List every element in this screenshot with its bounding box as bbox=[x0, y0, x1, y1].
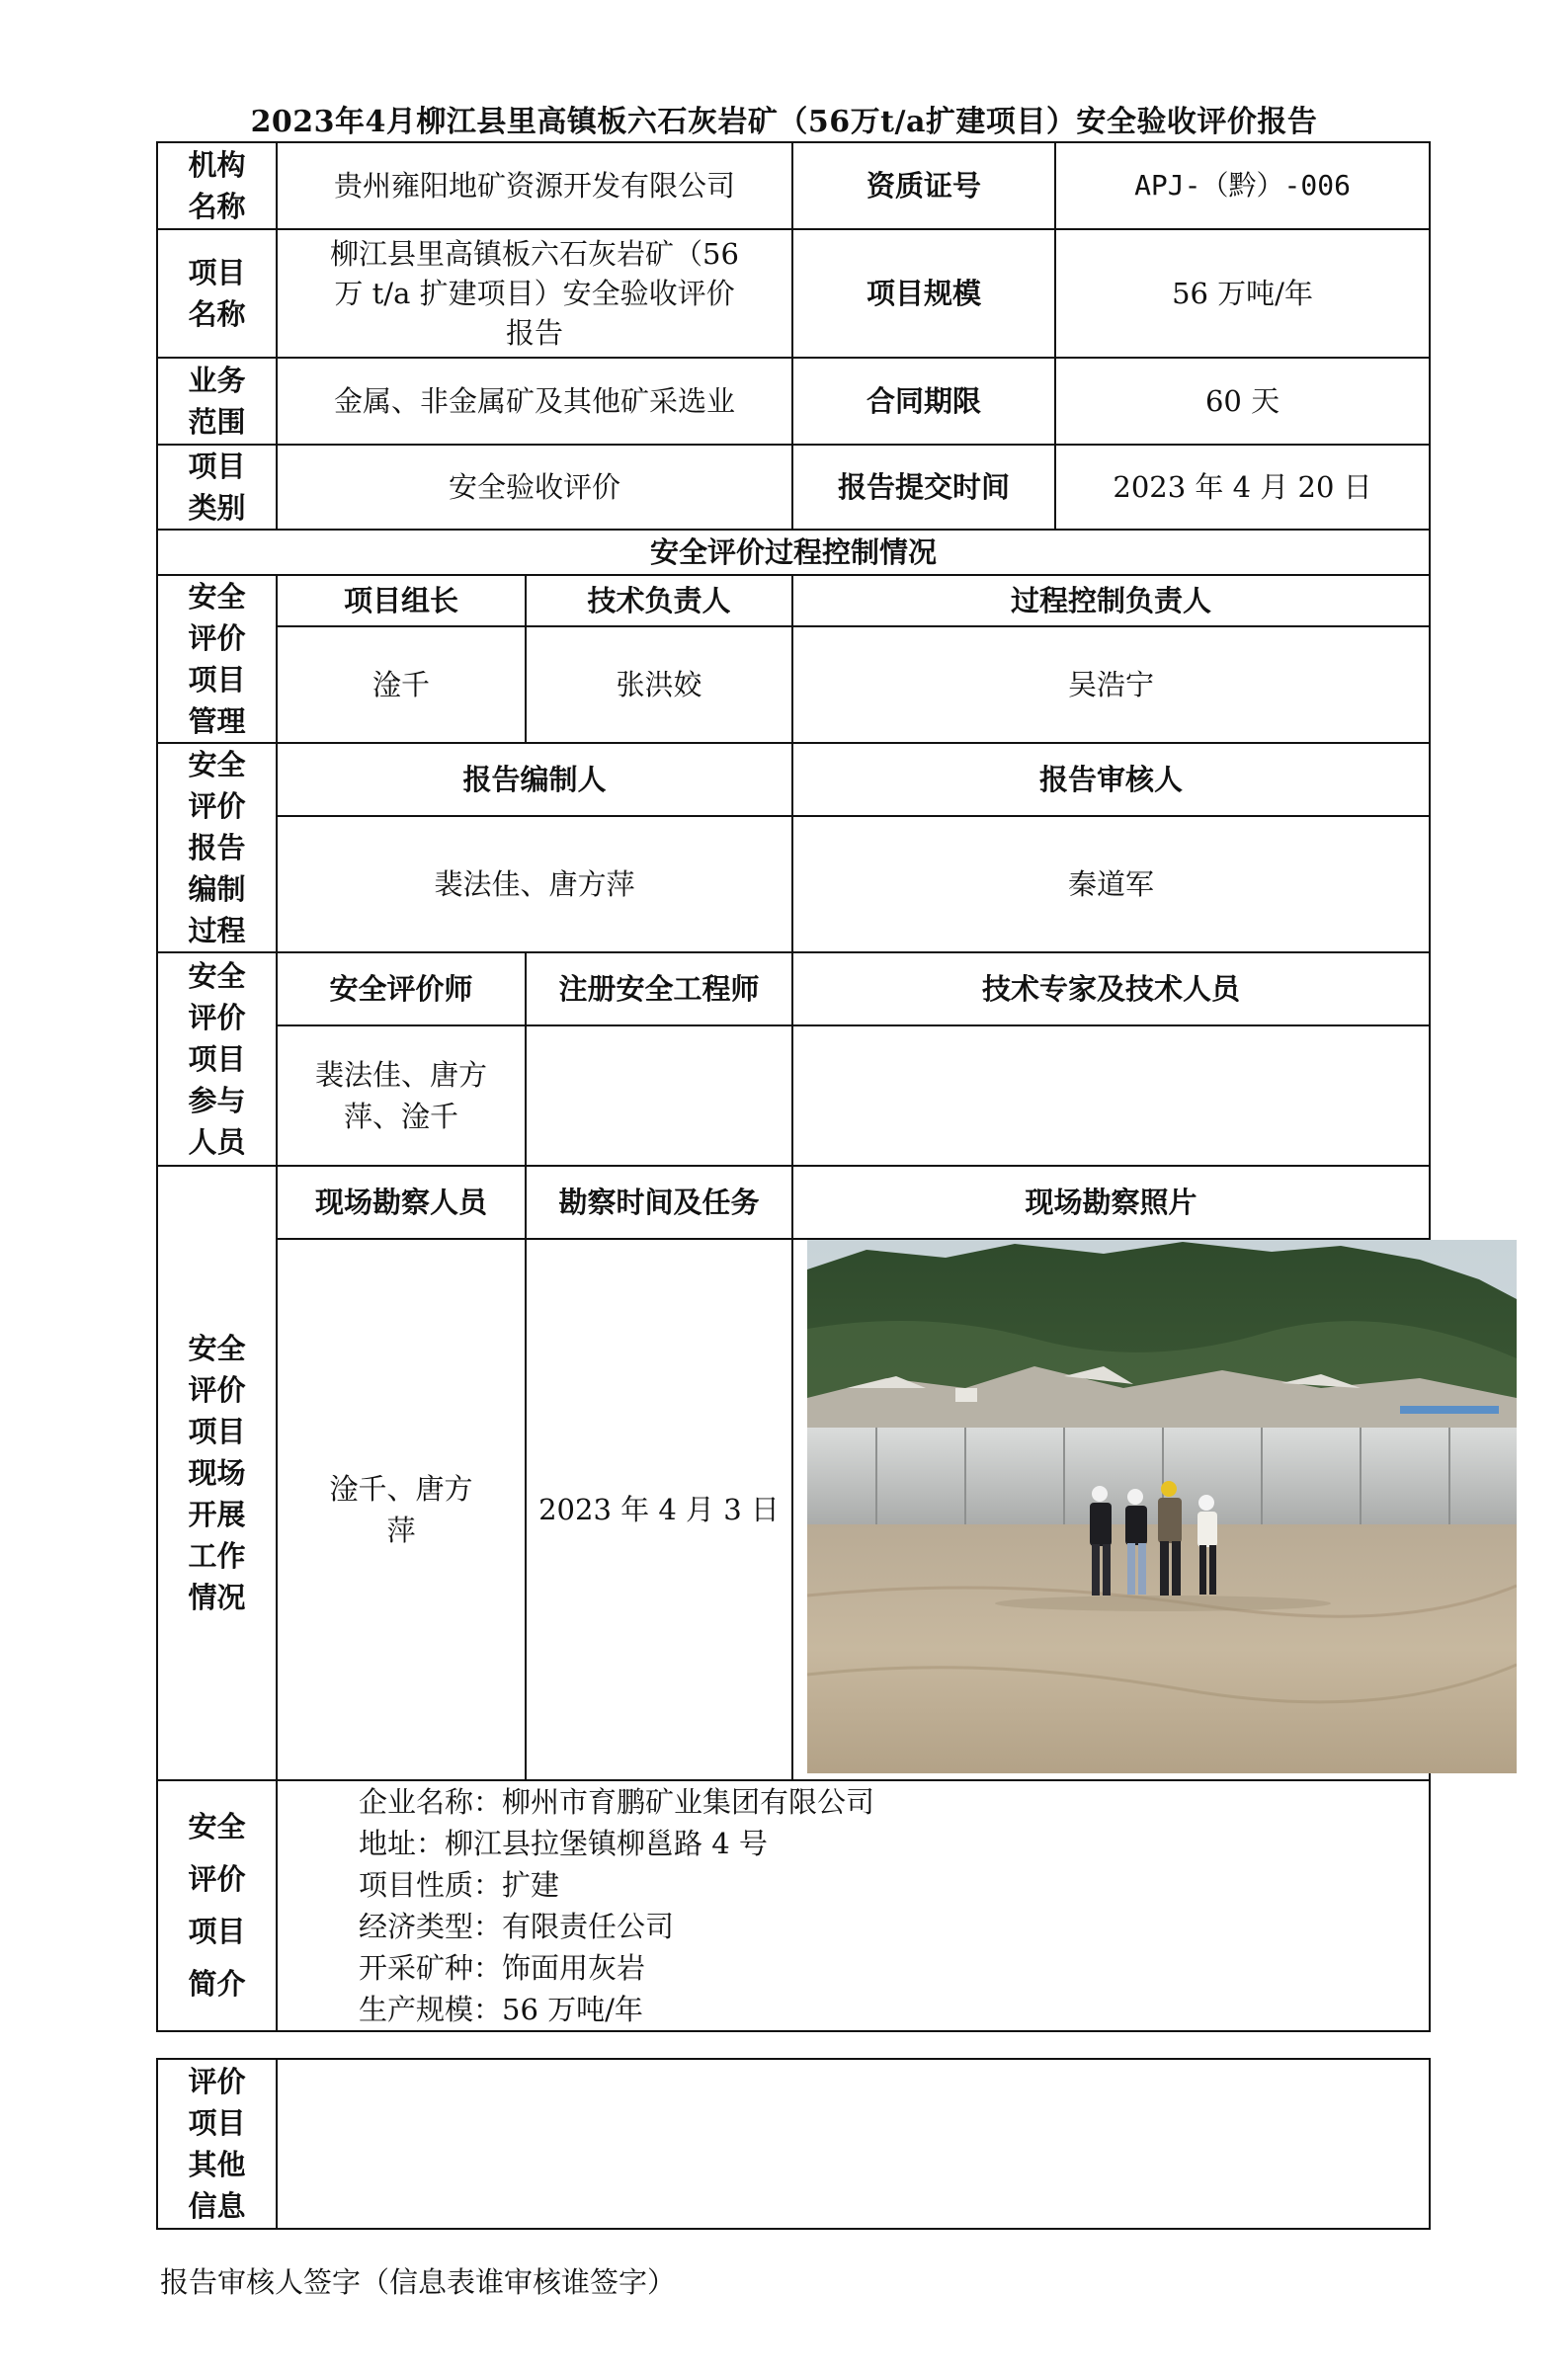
category-value: 安全验收评价 bbox=[277, 445, 792, 530]
participants-label: 安全 评价 项目 参与 人员 bbox=[157, 952, 277, 1166]
intro-mineral: 开采矿种：饰面用灰岩 bbox=[359, 1951, 646, 1985]
reviewer-header: 报告审核人 bbox=[792, 743, 1430, 816]
survey-photo-cell bbox=[792, 1239, 1430, 1780]
other-value bbox=[277, 2059, 1430, 2229]
compiler-value: 裴法佳、唐方萍 bbox=[277, 816, 792, 952]
tech-lead-header: 技术负责人 bbox=[526, 575, 792, 626]
row-category bbox=[157, 445, 1430, 530]
scale-value: 56 万吨/年 bbox=[1055, 229, 1430, 358]
evaluator-header: 安全评价师 bbox=[277, 952, 526, 1025]
intro-address: 地址：柳江县拉堡镇柳邕路 4 号 bbox=[359, 1827, 768, 1860]
intro-economic-type: 经济类型：有限责任公司 bbox=[359, 1910, 675, 1943]
compiler-header: 报告编制人 bbox=[277, 743, 792, 816]
evaluation-info-table bbox=[156, 141, 1431, 2032]
row-participants-header bbox=[157, 952, 1430, 1025]
management-label: 安全 评价 项目 管理 bbox=[157, 575, 277, 743]
row-process-header bbox=[157, 530, 1430, 575]
surveyors-header: 现场勘察人员 bbox=[277, 1166, 526, 1239]
row-intro bbox=[157, 1780, 1430, 2031]
row-compile-header bbox=[157, 743, 1430, 816]
row-scope bbox=[157, 358, 1430, 445]
evaluator-value: 裴法佳、唐方 萍、淦千 bbox=[277, 1025, 526, 1166]
row-site-values bbox=[157, 1239, 1430, 1780]
row-org bbox=[157, 142, 1430, 229]
submit-label: 报告提交时间 bbox=[792, 445, 1055, 530]
experts-header: 技术专家及技术人员 bbox=[792, 952, 1430, 1025]
safety-engineer-header: 注册安全工程师 bbox=[526, 952, 792, 1025]
leader-header: 项目组长 bbox=[277, 575, 526, 626]
row-management-values bbox=[157, 626, 1430, 743]
survey-time-value: 2023 年 4 月 3 日 bbox=[526, 1239, 792, 1780]
project-value: 柳江县里高镇板六石灰岩矿（56 万 t/a 扩建项目）安全验收评价 报告 bbox=[277, 229, 792, 358]
site-label: 安全 评价 项目 现场 开展 工作 情况 bbox=[157, 1166, 277, 1780]
survey-time-header: 勘察时间及任务 bbox=[526, 1166, 792, 1239]
scope-value: 金属、非金属矿及其他矿采选业 bbox=[277, 358, 792, 445]
quarry-photo-illustration bbox=[807, 1240, 1517, 1773]
process-control-value: 吴浩宁 bbox=[792, 626, 1430, 743]
safety-engineer-value bbox=[526, 1025, 792, 1166]
contract-label: 合同期限 bbox=[792, 358, 1055, 445]
tech-lead-value: 张洪姣 bbox=[526, 626, 792, 743]
row-participants-values bbox=[157, 1025, 1430, 1166]
contract-value: 60 天 bbox=[1055, 358, 1430, 445]
scale-label: 项目规模 bbox=[792, 229, 1055, 358]
compile-label: 安全 评价 报告 编制 过程 bbox=[157, 743, 277, 952]
category-label: 项目 类别 bbox=[157, 445, 277, 530]
intro-label: 安全 评价 项目 简介 bbox=[157, 1780, 277, 2031]
submit-value: 2023 年 4 月 20 日 bbox=[1055, 445, 1430, 530]
scope-label: 业务 范围 bbox=[157, 358, 277, 445]
other-info-table bbox=[156, 2058, 1431, 2230]
document-title: 2023年4月柳江县里高镇板六石灰岩矿（56万t/a扩建项目）安全验收评价报告 bbox=[250, 105, 1318, 139]
intro-scale: 生产规模：56 万吨/年 bbox=[359, 1993, 643, 2026]
row-site-header bbox=[157, 1166, 1430, 1239]
process-header: 安全评价过程控制情况 bbox=[157, 530, 1430, 575]
leader-value: 淦千 bbox=[277, 626, 526, 743]
intro-company: 企业名称：柳州市育鹏矿业集团有限公司 bbox=[359, 1785, 875, 1819]
project-label: 项目 名称 bbox=[157, 229, 277, 358]
cert-label: 资质证号 bbox=[792, 142, 1055, 229]
process-control-header: 过程控制负责人 bbox=[792, 575, 1430, 626]
org-label: 机构 名称 bbox=[157, 142, 277, 229]
row-project bbox=[157, 229, 1430, 358]
reviewer-signature-note: 报告审核人签字（信息表谁审核谁签字） bbox=[160, 2265, 677, 2299]
row-compile-values bbox=[157, 816, 1430, 952]
other-label: 评价 项目 其他 信息 bbox=[157, 2059, 277, 2229]
site-survey-photo bbox=[807, 1240, 1517, 1773]
org-value: 贵州雍阳地矿资源开发有限公司 bbox=[277, 142, 792, 229]
reviewer-value: 秦道军 bbox=[792, 816, 1430, 952]
survey-photo-header: 现场勘察照片 bbox=[792, 1166, 1430, 1239]
experts-value bbox=[792, 1025, 1430, 1166]
row-other bbox=[157, 2059, 1430, 2229]
intro-content bbox=[277, 1780, 1430, 2031]
intro-nature: 项目性质：扩建 bbox=[359, 1868, 560, 1902]
cert-value: APJ-（黔）-006 bbox=[1055, 142, 1430, 229]
row-management-header bbox=[157, 575, 1430, 626]
surveyors-value: 淦千、唐方 萍 bbox=[277, 1239, 526, 1780]
